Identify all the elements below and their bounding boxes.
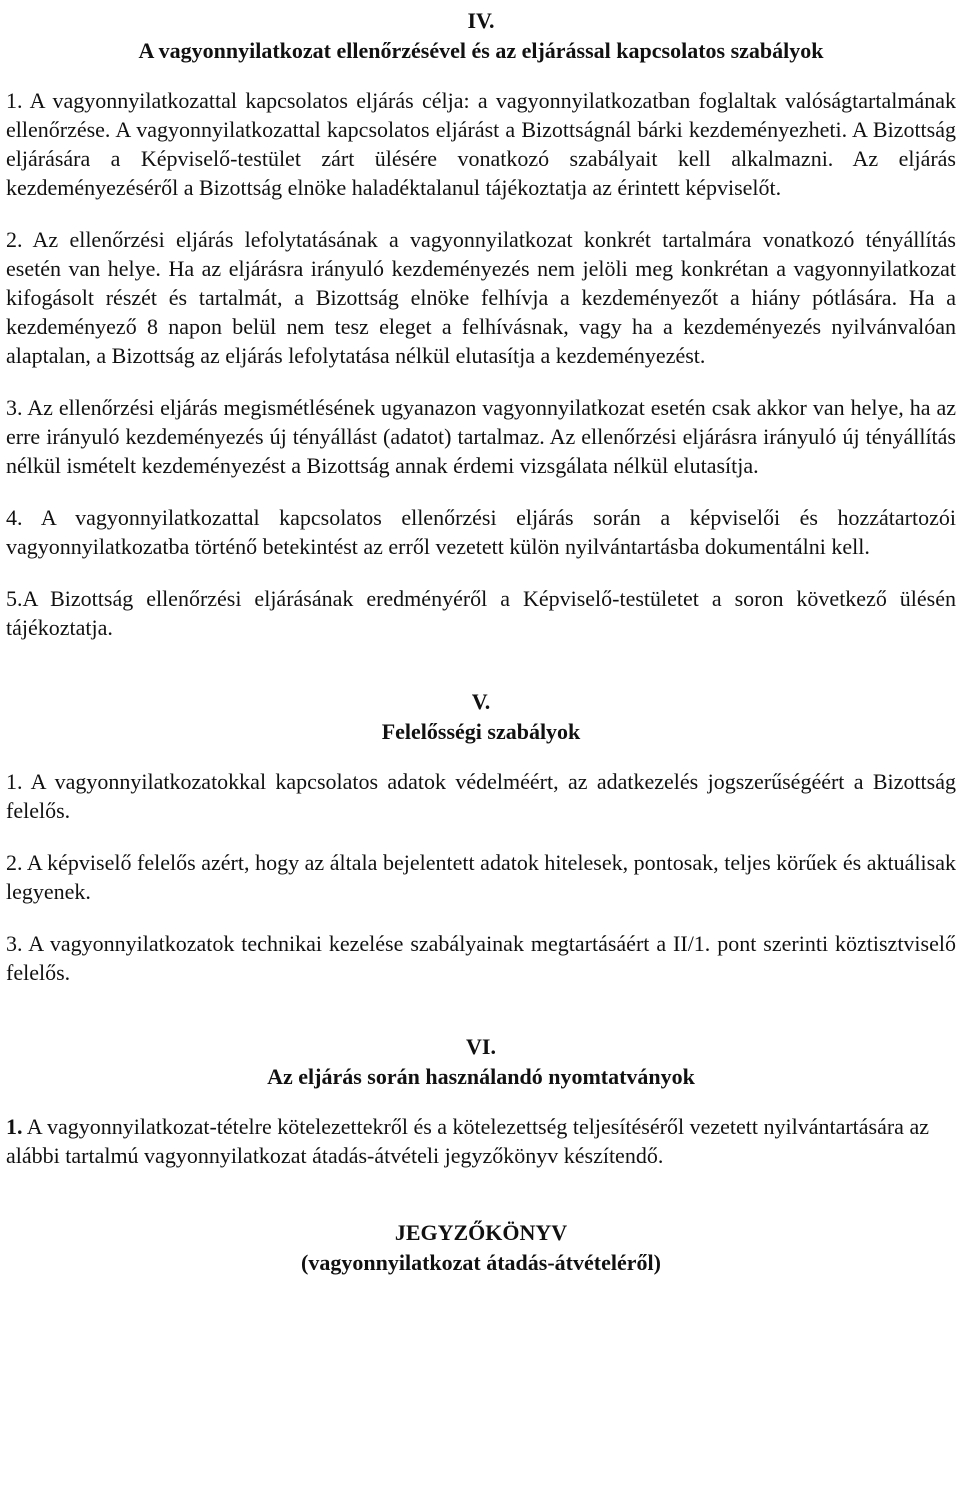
section-vi-number: VI. — [466, 1034, 496, 1059]
section-vi-paragraph-text: A vagyonnyilatkozat-tételre kötelezettekről és a kötelezettség teljesítéséről vezetett nyilvántartására az alábbi tartalmú vagyonnyilatkozat átadás-átvételi jegyzőkönyv készítendő. — [6, 1114, 929, 1168]
section-vi-title: Az eljárás során használandó nyomtatványok — [267, 1064, 695, 1089]
protocol-subtitle: (vagyonnyilatkozat átadás-átvételéről) — [301, 1250, 661, 1275]
section-v-number: V. — [471, 689, 491, 714]
document-page — [6, 6, 956, 1278]
section-vi-paragraph-1 — [6, 1112, 956, 1170]
section-v-paragraph-3: 3. A vagyonnyilatkozatok technikai kezelése szabályainak megtartásáért a II/1. pont szerinti köztisztviselő felelős. — [6, 931, 956, 985]
section-iv-title: A vagyonnyilatkozat ellenőrzésével és az eljárással kapcsolatos szabályok — [138, 38, 824, 63]
section-vi-paragraph-number: 1. — [6, 1114, 23, 1139]
section-iv-paragraph-2: 2. Az ellenőrzési eljárás lefolytatásának a vagyonnyilatkozat konkrét tartalmára vonatkozó tényállítás esetén van helye. Ha az eljárásra irányuló kezdeményezés nem jelöli meg konkrétan a vagyonnyilatkozat kifogásolt részét és tartalmát, a Bizottság elnöke felhívja a kezdeményezőt a hiány pótlására. Ha a kezdeményező 8 napon belül nem tesz eleget a felhívásnak, vagy ha a kezdeményezés nyilvánvalóan alaptalan, a Bizottság az eljárás lefolytatása nélkül elutasítja a kezdeményezést. — [6, 227, 956, 368]
section-iv-paragraph-4: 4. A vagyonnyilatkozattal kapcsolatos ellenőrzési eljárás során a képviselői és hozzátartozói vagyonnyilatkozatba történő betekintést az erről vezetett külön nyilvántartásba dokumentálni kell. — [6, 505, 956, 559]
section-iv-paragraph-5: 5.A Bizottság ellenőrzési eljárásának eredményéről a Képviselő-testületet a soron következő ülésén tájékoztatja. — [6, 586, 956, 640]
section-iv-paragraph-1: 1. A vagyonnyilatkozattal kapcsolatos eljárás célja: a vagyonnyilatkozatban foglaltak valóságtartalmának ellenőrzése. A vagyonnyilatkozattal kapcsolatos eljárást a Bizottságnál bárki kezdeményezheti. A Bizottság eljárására a Képviselő-testület zárt ülésére vonatkozó szabályait kell alkalmazni. Az eljárás kezdeményezéséről a Bizottság elnöke haladéktalanul tájékoztatja az érintett képviselőt. — [6, 88, 956, 200]
section-v-title: Felelősségi szabályok — [381, 719, 581, 744]
section-iv-number: IV. — [467, 8, 495, 33]
section-v-paragraph-2: 2. A képviselő felelős azért, hogy az általa bejelentett adatok hitelesek, pontosak, teljes körűek és aktuálisak legyenek. — [6, 850, 956, 904]
section-iv-paragraph-3: 3. Az ellenőrzési eljárás megismétlésének ugyanazon vagyonnyilatkozat esetén csak akkor van helye, ha az erre irányuló kezdeményezés új tényállást (adatot) tartalmaz. Az ellenőrzési eljárásra irányuló új tényállítás nélkül ismételt kezdeményezést a Bizottság annak érdemi vizsgálata nélkül elutasítja. — [6, 395, 956, 478]
protocol-title: JEGYZŐKÖNYV — [394, 1220, 568, 1245]
section-v-paragraph-1: 1. A vagyonnyilatkozatokkal kapcsolatos adatok védelméért, az adatkezelés jogszerűségéért a Bizottság felelős. — [6, 769, 956, 823]
